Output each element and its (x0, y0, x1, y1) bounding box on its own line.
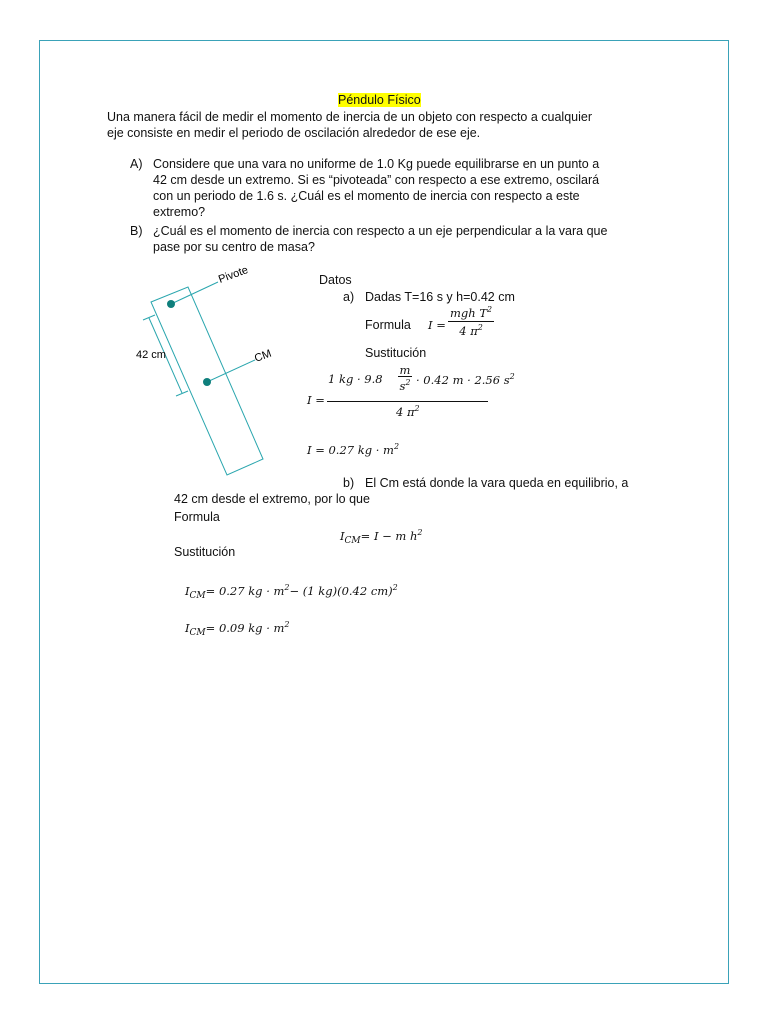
part-b-res-I: I (185, 620, 190, 635)
part-b-sub-sub: CM (189, 591, 206, 602)
part-b-formula (340, 528, 423, 546)
part-b-formula-I: I (340, 528, 345, 543)
part-b-sub-exp2: 2 (392, 583, 398, 592)
formula-fraction (448, 305, 494, 338)
sub-num-frac-den: s (399, 378, 406, 393)
sub-num-part2 (416, 372, 515, 387)
part-b-formula-exp: 2 (417, 528, 423, 537)
sub-num-part1: 1 kg · 9.8 (328, 372, 383, 386)
part-b-res-sub: CM (189, 628, 206, 639)
sub-den-text: 4 π (396, 404, 415, 419)
part-b-text-2: 42 cm desde el extremo, por lo que (174, 492, 370, 506)
formula-numerator: mgh T (450, 305, 487, 320)
sub-denominator (396, 404, 420, 419)
part-b-marker: b) (343, 476, 355, 490)
part-b-res-rest: = 0.09 kg · m (205, 620, 285, 635)
formula-denominator-exp: 2 (477, 322, 483, 332)
question-b-marker: B) (130, 224, 143, 238)
part-a-given: Dadas T=16 s y h=0.42 cm (365, 290, 515, 304)
dimension-tick-bottom (176, 391, 188, 396)
question-a-line-4: extremo? (153, 205, 206, 219)
sub-num-part2-text: · 0.42 m · 2.56 s (416, 372, 510, 387)
intro-line-1: Una manera fácil de medir el momento de inercia de un objeto con respecto a cualquier (107, 110, 592, 124)
sub-num-frac-den-exp: 2 (405, 378, 411, 387)
part-b-formula-label: Formula (174, 510, 220, 524)
part-b-text-1: El Cm está donde la vara queda en equilibrio, a (365, 476, 629, 490)
cm-label: CM (252, 347, 274, 365)
part-b-sub-rest1: = 0.27 kg · m (205, 583, 285, 598)
pivot-label: Pivote (216, 264, 250, 286)
formula-lhs: I = (428, 318, 446, 332)
part-b-substitution (185, 583, 398, 601)
part-b-result (185, 620, 290, 638)
sub-fraction-bar (327, 401, 488, 402)
part-b-sub-rest2: − (1 kg)(0.42 cm) (289, 583, 393, 598)
question-a-marker: A) (130, 157, 143, 171)
part-b-sustitucion-label: Sustitución (174, 545, 236, 559)
datos-heading: Datos (319, 273, 352, 287)
question-a-line-1: Considere que una vara no uniforme de 1.0 Kg puede equilibrarse en un punto a (153, 157, 600, 171)
formula-label: Formula (365, 318, 411, 332)
part-a-marker: a) (343, 290, 355, 304)
result-a (307, 442, 399, 457)
distance-label: 42 cm (136, 349, 166, 361)
sub-num-frac (398, 364, 412, 392)
part-b-res-exp: 2 (284, 620, 290, 629)
cm-leader-line (207, 360, 255, 382)
result-a-text: I = 0.27 kg · m (307, 442, 394, 457)
sub-numerator (328, 363, 515, 398)
rod-diagram (130, 260, 300, 480)
intro-line-2: eje consiste en medir el periodo de oscilación alrededor de ese eje. (107, 126, 481, 140)
formula-denominator: 4 π (459, 323, 478, 338)
formula-numerator-exp: 2 (487, 305, 493, 314)
part-b-formula-sub: CM (344, 536, 361, 547)
question-a-line-3: con un periodo de 1.6 s. ¿Cuál es el momento de inercia con respecto a este (153, 189, 580, 203)
page-title: Péndulo Físico (338, 93, 421, 107)
sub-num-frac-num: m (399, 363, 411, 377)
part-b-formula-rest: = I − m h (360, 528, 418, 543)
question-a-line-2: 42 cm desde un extremo. Si es “pivoteada” con respecto a ese extremo, oscilará (153, 173, 600, 187)
sub-den-exp: 2 (414, 404, 420, 413)
question-b-line-2: pase por su centro de masa? (153, 240, 315, 254)
question-b-line-1: ¿Cuál es el momento de inercia con respecto a un eje perpendicular a la vara que (153, 224, 608, 238)
part-b-sub-exp1: 2 (284, 583, 290, 592)
sustitucion-label: Sustitución (365, 346, 427, 360)
cm-dot (203, 378, 211, 386)
part-b-sub-I: I (185, 583, 190, 598)
dimension-tick-top (143, 315, 155, 320)
sub-lhs: I = (307, 393, 325, 407)
pivot-dot (167, 300, 175, 308)
sub-num-part2-exp: 2 (509, 372, 515, 381)
result-a-exp: 2 (393, 442, 400, 451)
